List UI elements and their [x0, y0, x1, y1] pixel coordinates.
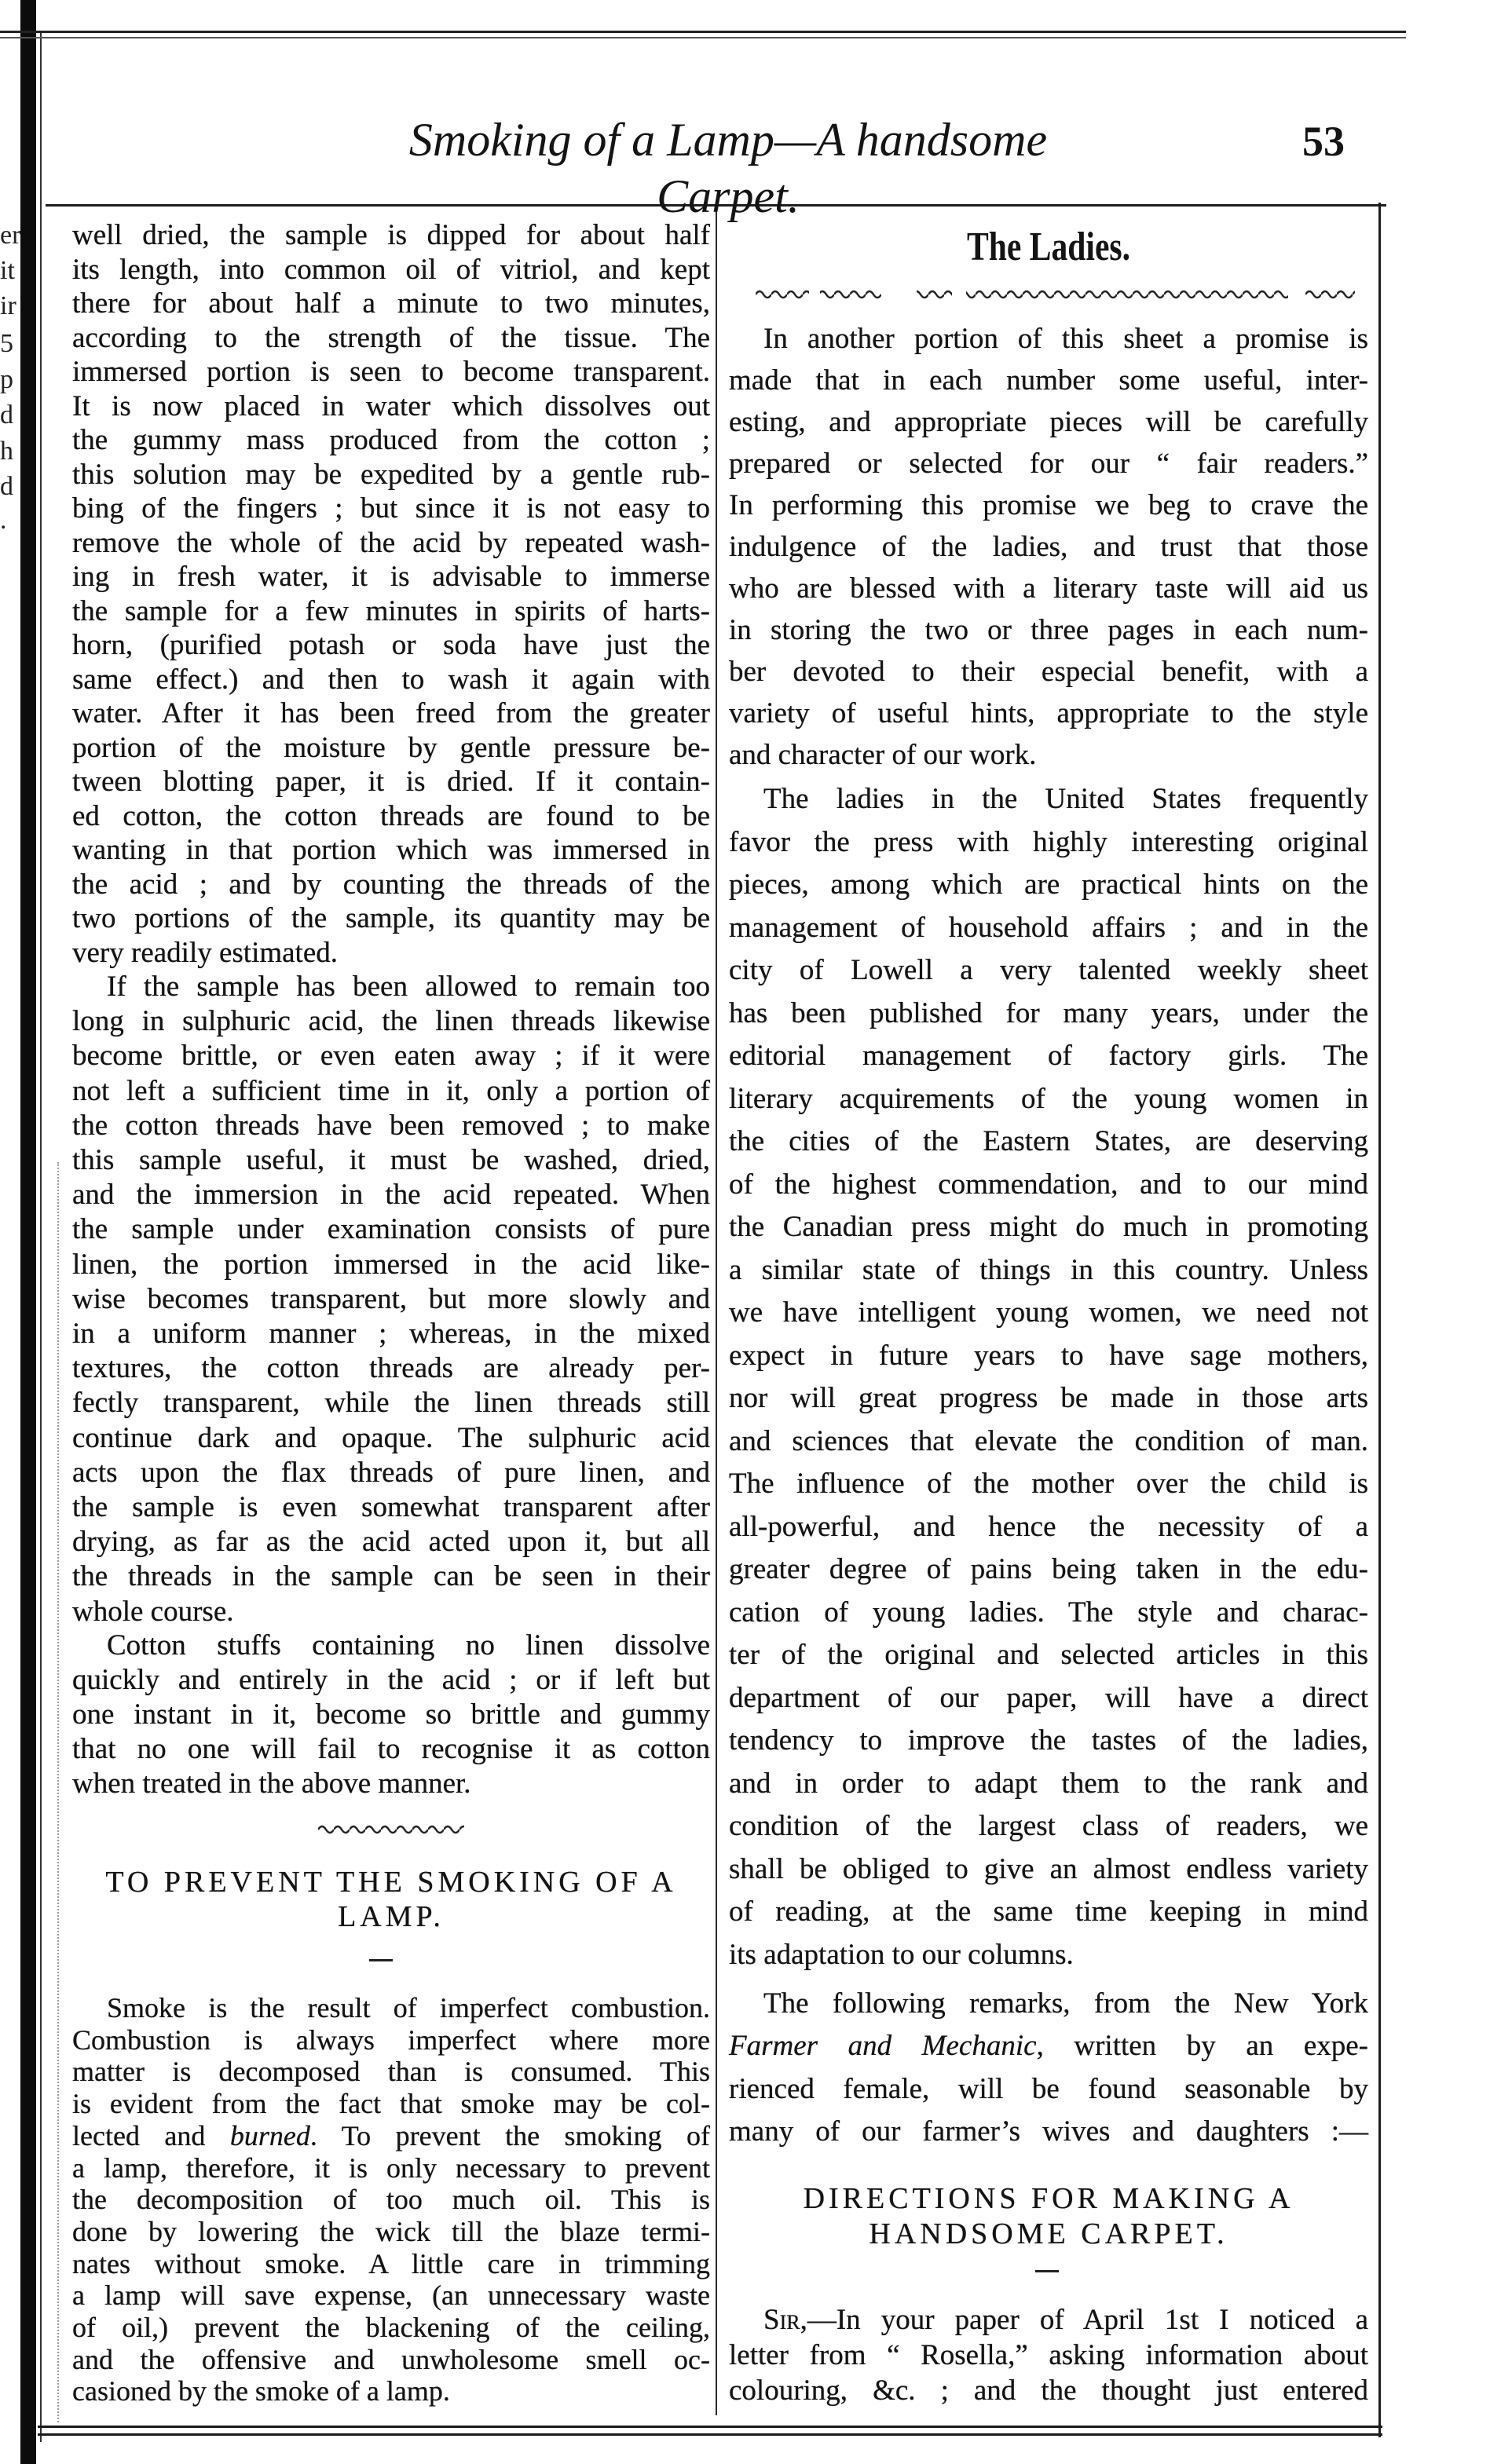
article-heading — [729, 2181, 1368, 2252]
text-line: when treated in the above manner. — [72, 1768, 471, 1800]
text-line: done by lowering the wick till the blaze termi- — [72, 2215, 710, 2247]
text-line: a lamp will save expense, (an unnecessary waste — [72, 2279, 710, 2312]
article-heading-line: LAMP. — [338, 1900, 445, 1933]
text-line: variety of useful hints, appropriate to the style — [729, 697, 1368, 729]
text-line: and sciences that elevate the condition of man. — [729, 1424, 1368, 1457]
wavy-ornament-segment — [1305, 286, 1355, 303]
text-line: indulgence of the ladies, and trust that those — [729, 531, 1368, 563]
top-rule-secondary — [0, 37, 1406, 38]
page-number: 53 — [1302, 118, 1345, 165]
text-line: a similar state of things in this country. Unless — [729, 1253, 1368, 1286]
text-line: prepared or selected for our “ fair readers.” — [729, 448, 1368, 480]
text-line: nates without smoke. A little care in trimming — [72, 2247, 710, 2279]
text-line: made that in each number some useful, inter- — [729, 364, 1368, 397]
text-line: well dried, the sample is dipped for about half — [72, 219, 710, 251]
text-line: two portions of the sample, its quantity may be — [72, 902, 710, 934]
text-line: casioned by the smoke of a lamp. — [72, 2375, 450, 2407]
text-line: whole course. — [72, 1595, 234, 1628]
text-line: ing in fresh water, it is advisable to immerse — [72, 561, 710, 593]
text-segment: ,—In your paper of April 1st I noticed a — [800, 2304, 1368, 2336]
text-line: quickly and entirely in the acid ; or if left but — [72, 1664, 710, 1696]
short-rule — [369, 1959, 393, 1961]
text-line: long in sulphuric acid, the linen threads likewise — [72, 1005, 710, 1038]
right-frame-rule — [1378, 203, 1381, 2437]
margin-fragment: p — [0, 365, 13, 394]
text-line: In performing this promise we beg to crave the — [729, 489, 1368, 521]
text-line: not left a sufficient time in it, only a portion of — [72, 1074, 710, 1107]
running-title: Smoking of a Lamp—A handsome Carpet. — [408, 114, 1048, 222]
text-line: The following remarks, from the New York — [763, 1987, 1368, 2020]
text-line: Combustion is always imperfect where more — [72, 2023, 710, 2056]
text-line: fectly transparent, while the linen threads still — [72, 1387, 710, 1420]
text-line: expect in future years to have sage mothers, — [729, 1339, 1368, 1372]
text-line: the sample is even somewhat transparent after — [72, 1491, 710, 1524]
text-line: department of our paper, will have a direct — [729, 1681, 1368, 1714]
text-line: many of our farmer’s wives and daughters :— — [729, 2115, 1368, 2148]
text-segment: . To prevent the smoking of — [309, 2119, 710, 2151]
section-title: The Ladies. — [966, 225, 1131, 269]
text-line: rienced female, will be found seasonable by — [729, 2072, 1368, 2105]
text-line: of the highest commendation, and to our mind — [729, 1168, 1368, 1201]
text-line: greater degree of pains being taken in the edu- — [729, 1553, 1368, 1585]
paragraph — [72, 1992, 710, 2407]
text-line: condition of the largest class of readers, we — [729, 1810, 1368, 1842]
text-line: one instant in it, become so brittle and gummy — [72, 1698, 710, 1731]
text-line: all-powerful, and hence the necessity of a — [729, 1510, 1368, 1543]
text-line — [72, 2120, 710, 2152]
text-line: its adaptation to our columns. — [729, 1938, 1074, 1971]
text-line: wise becomes transparent, but more slowly and — [72, 1282, 710, 1315]
text-line: favor the press with highly interesting original — [729, 825, 1368, 858]
text-line: editorial management of factory girls. The — [729, 1040, 1368, 1072]
text-line: is evident from the fact that smoke may be col- — [72, 2088, 710, 2120]
text-line: in a uniform manner ; whereas, in the mixed — [72, 1318, 710, 1351]
italic-text: Farmer and Mechanic — [729, 2030, 1037, 2063]
wavy-ornament-segment — [756, 286, 809, 303]
text-line: portion of the moisture by gentle pressure be- — [72, 731, 710, 764]
text-line: literary acquirements of the young women in — [729, 1082, 1368, 1115]
paragraph — [729, 2302, 1368, 2408]
text-line: and in order to adapt them to the rank and — [729, 1767, 1368, 1800]
text-line: acts upon the flax threads of pure linen, and — [72, 1456, 710, 1489]
text-line: this solution may be expedited by a gentle rub- — [72, 458, 710, 491]
text-line: If the sample has been allowed to remain too — [107, 971, 710, 1003]
text-line: the sample for a few minutes in spirits of harts- — [72, 594, 710, 627]
text-line: the decomposition of too much oil. This is — [72, 2184, 710, 2216]
margin-fragment: it — [0, 256, 15, 285]
wavy-ornament — [318, 1821, 464, 1838]
paragraph — [72, 218, 710, 970]
text-line: the acid ; and by counting the threads of the — [72, 868, 710, 901]
text-line: same effect.) and then to wash it again with — [72, 663, 710, 696]
margin-fragment: . — [0, 506, 7, 535]
wavy-ornament-segment — [966, 286, 1288, 303]
wavy-ornament — [756, 286, 1356, 303]
wavy-ornament-segment — [820, 286, 881, 303]
text-line: the Canadian press might do much in promoting — [729, 1211, 1368, 1243]
wavy-ornament-segment — [318, 1821, 464, 1838]
bottom-rule — [38, 2426, 1382, 2428]
article-heading-line: TO PREVENT THE SMOKING OF A — [105, 1866, 677, 1899]
text-line: and the immersion in the acid repeated. When — [72, 1179, 710, 1212]
margin-fragment: d — [0, 472, 13, 501]
text-line: Smoke is the result of imperfect combustion. — [107, 1992, 710, 2023]
text-line: and the offensive and unwholesome smell oc- — [72, 2343, 710, 2375]
text-line: who are blessed with a literary taste will aid us — [729, 572, 1368, 605]
text-line: drying, as far as the acid acted upon it, but all — [72, 1526, 710, 1559]
text-line: nor will great progress be made in those arts — [729, 1382, 1368, 1414]
text-line: horn, (purified potash or soda have just the — [72, 629, 710, 661]
text-line: The ladies in the United States frequently — [763, 783, 1368, 815]
top-rule — [0, 31, 1406, 33]
margin-fragment: d — [0, 400, 13, 430]
paragraph — [729, 1983, 1368, 2153]
text-line: colouring, &c. ; and the thought just entered — [729, 2374, 1368, 2407]
text-line: has been published for many years, under the — [729, 996, 1368, 1029]
text-line: letter from “ Rosella,” asking information about — [729, 2339, 1368, 2371]
binding-shadow — [20, 0, 36, 2464]
text-line: remove the whole of the acid by repeated wash- — [72, 526, 710, 559]
text-line: become brittle, or even eaten away ; if it were — [72, 1040, 710, 1073]
text-line — [729, 2025, 1368, 2067]
text-line: It is now placed in water which dissolves out — [72, 389, 710, 422]
text-line: ber devoted to their especial benefit, with a — [729, 656, 1368, 688]
margin-fragment: h — [0, 437, 13, 466]
text-line: immersed portion is seen to become transparent. — [72, 356, 710, 388]
margin-fragment: er — [0, 221, 21, 250]
short-rule — [1035, 2270, 1059, 2272]
text-line: of reading, at the same time keeping in mind — [729, 1896, 1368, 1928]
column-divider — [716, 210, 717, 2415]
text-line: esting, and appropriate pieces will be carefully — [729, 406, 1368, 438]
text-line: pieces, among which are practical hints on the — [729, 868, 1368, 901]
text-line: ter of the original and selected articles in this — [729, 1639, 1368, 1671]
margin-fragment: 5 — [0, 329, 13, 358]
text-line: In another portion of this sheet a promise is — [763, 323, 1368, 355]
text-line: and character of our work. — [729, 739, 1037, 771]
text-line: Cotton stuffs containing no linen dissolve — [107, 1629, 710, 1662]
text-line: according to the strength of the tissue. The — [72, 321, 710, 354]
text-line: cation of young ladies. The style and charac- — [729, 1596, 1368, 1629]
text-line: tendency to improve the tastes of the ladies, — [729, 1724, 1368, 1757]
paragraph — [72, 1629, 710, 1801]
faint-left-rule — [57, 1162, 59, 2422]
paragraph — [729, 778, 1368, 1976]
text-line: of oil,) prevent the blackening of the ceiling, — [72, 2312, 710, 2344]
text-line: wanting in that portion which was immersed in — [72, 834, 710, 866]
text-line: matter is decomposed than is consumed. This — [72, 2056, 710, 2088]
text-line: the sample under examination consists of pure — [72, 1213, 710, 1246]
text-line — [729, 2302, 1368, 2338]
margin-fragment: ir — [0, 291, 16, 320]
text-segment: , written by an expe- — [1036, 2030, 1368, 2063]
text-line: textures, the cotton threads are already per- — [72, 1352, 710, 1385]
text-line: the threads in the sample can be seen in their — [72, 1560, 710, 1593]
article-heading-line: DIRECTIONS FOR MAKING A — [803, 2182, 1294, 2215]
text-line: tween blotting paper, it is dried. If it contain- — [72, 766, 710, 798]
text-line: linen, the portion immersed in the acid like- — [72, 1248, 710, 1281]
text-segment: lected and — [72, 2119, 230, 2151]
text-line: there for about half a minute to two minutes, — [72, 287, 710, 320]
text-line: water. After it has been freed from the greater — [72, 697, 710, 729]
text-line: that no one will fail to recognise it as cotton — [72, 1733, 710, 1765]
text-line: bing of the fingers ; but since it is not easy to — [72, 492, 710, 525]
text-line: The influence of the mother over the child is — [729, 1468, 1368, 1500]
article-heading — [72, 1865, 710, 1934]
left-frame-rule — [40, 31, 42, 2442]
article-heading-line: HANDSOME CARPET. — [869, 2217, 1228, 2250]
text-line: ed cotton, the cotton threads are found to be — [72, 799, 710, 832]
paragraph — [72, 970, 710, 1629]
paragraph — [729, 318, 1368, 776]
text-line: we have intelligent young women, we need not — [729, 1296, 1368, 1329]
text-line: very readily estimated. — [72, 936, 339, 969]
text-line: in storing the two or three pages in each num- — [729, 614, 1368, 646]
bottom-rule-secondary — [38, 2433, 1382, 2436]
text-line: management of household affairs ; and in the — [729, 911, 1368, 944]
text-line: the cities of the Eastern States, are deserving — [729, 1125, 1368, 1157]
text-line: its length, into common oil of vitriol, and kept — [72, 253, 710, 286]
text-line: the gummy mass produced from the cotton ; — [72, 424, 710, 456]
wavy-ornament-segment — [917, 286, 952, 303]
text-line: city of Lowell a very talented weekly sheet — [729, 954, 1368, 986]
italic-text: burned — [229, 2119, 310, 2151]
text-line: a lamp, therefore, it is only necessary to prevent — [72, 2151, 710, 2184]
small-caps-text: Sir — [763, 2304, 800, 2336]
text-line: shall be obliged to give an almost endless variety — [729, 1852, 1368, 1885]
text-line: this sample useful, it must be washed, dried, — [72, 1144, 710, 1177]
text-line: continue dark and opaque. The sulphuric acid — [72, 1421, 710, 1454]
text-line: the cotton threads have been removed ; to make — [72, 1109, 710, 1142]
